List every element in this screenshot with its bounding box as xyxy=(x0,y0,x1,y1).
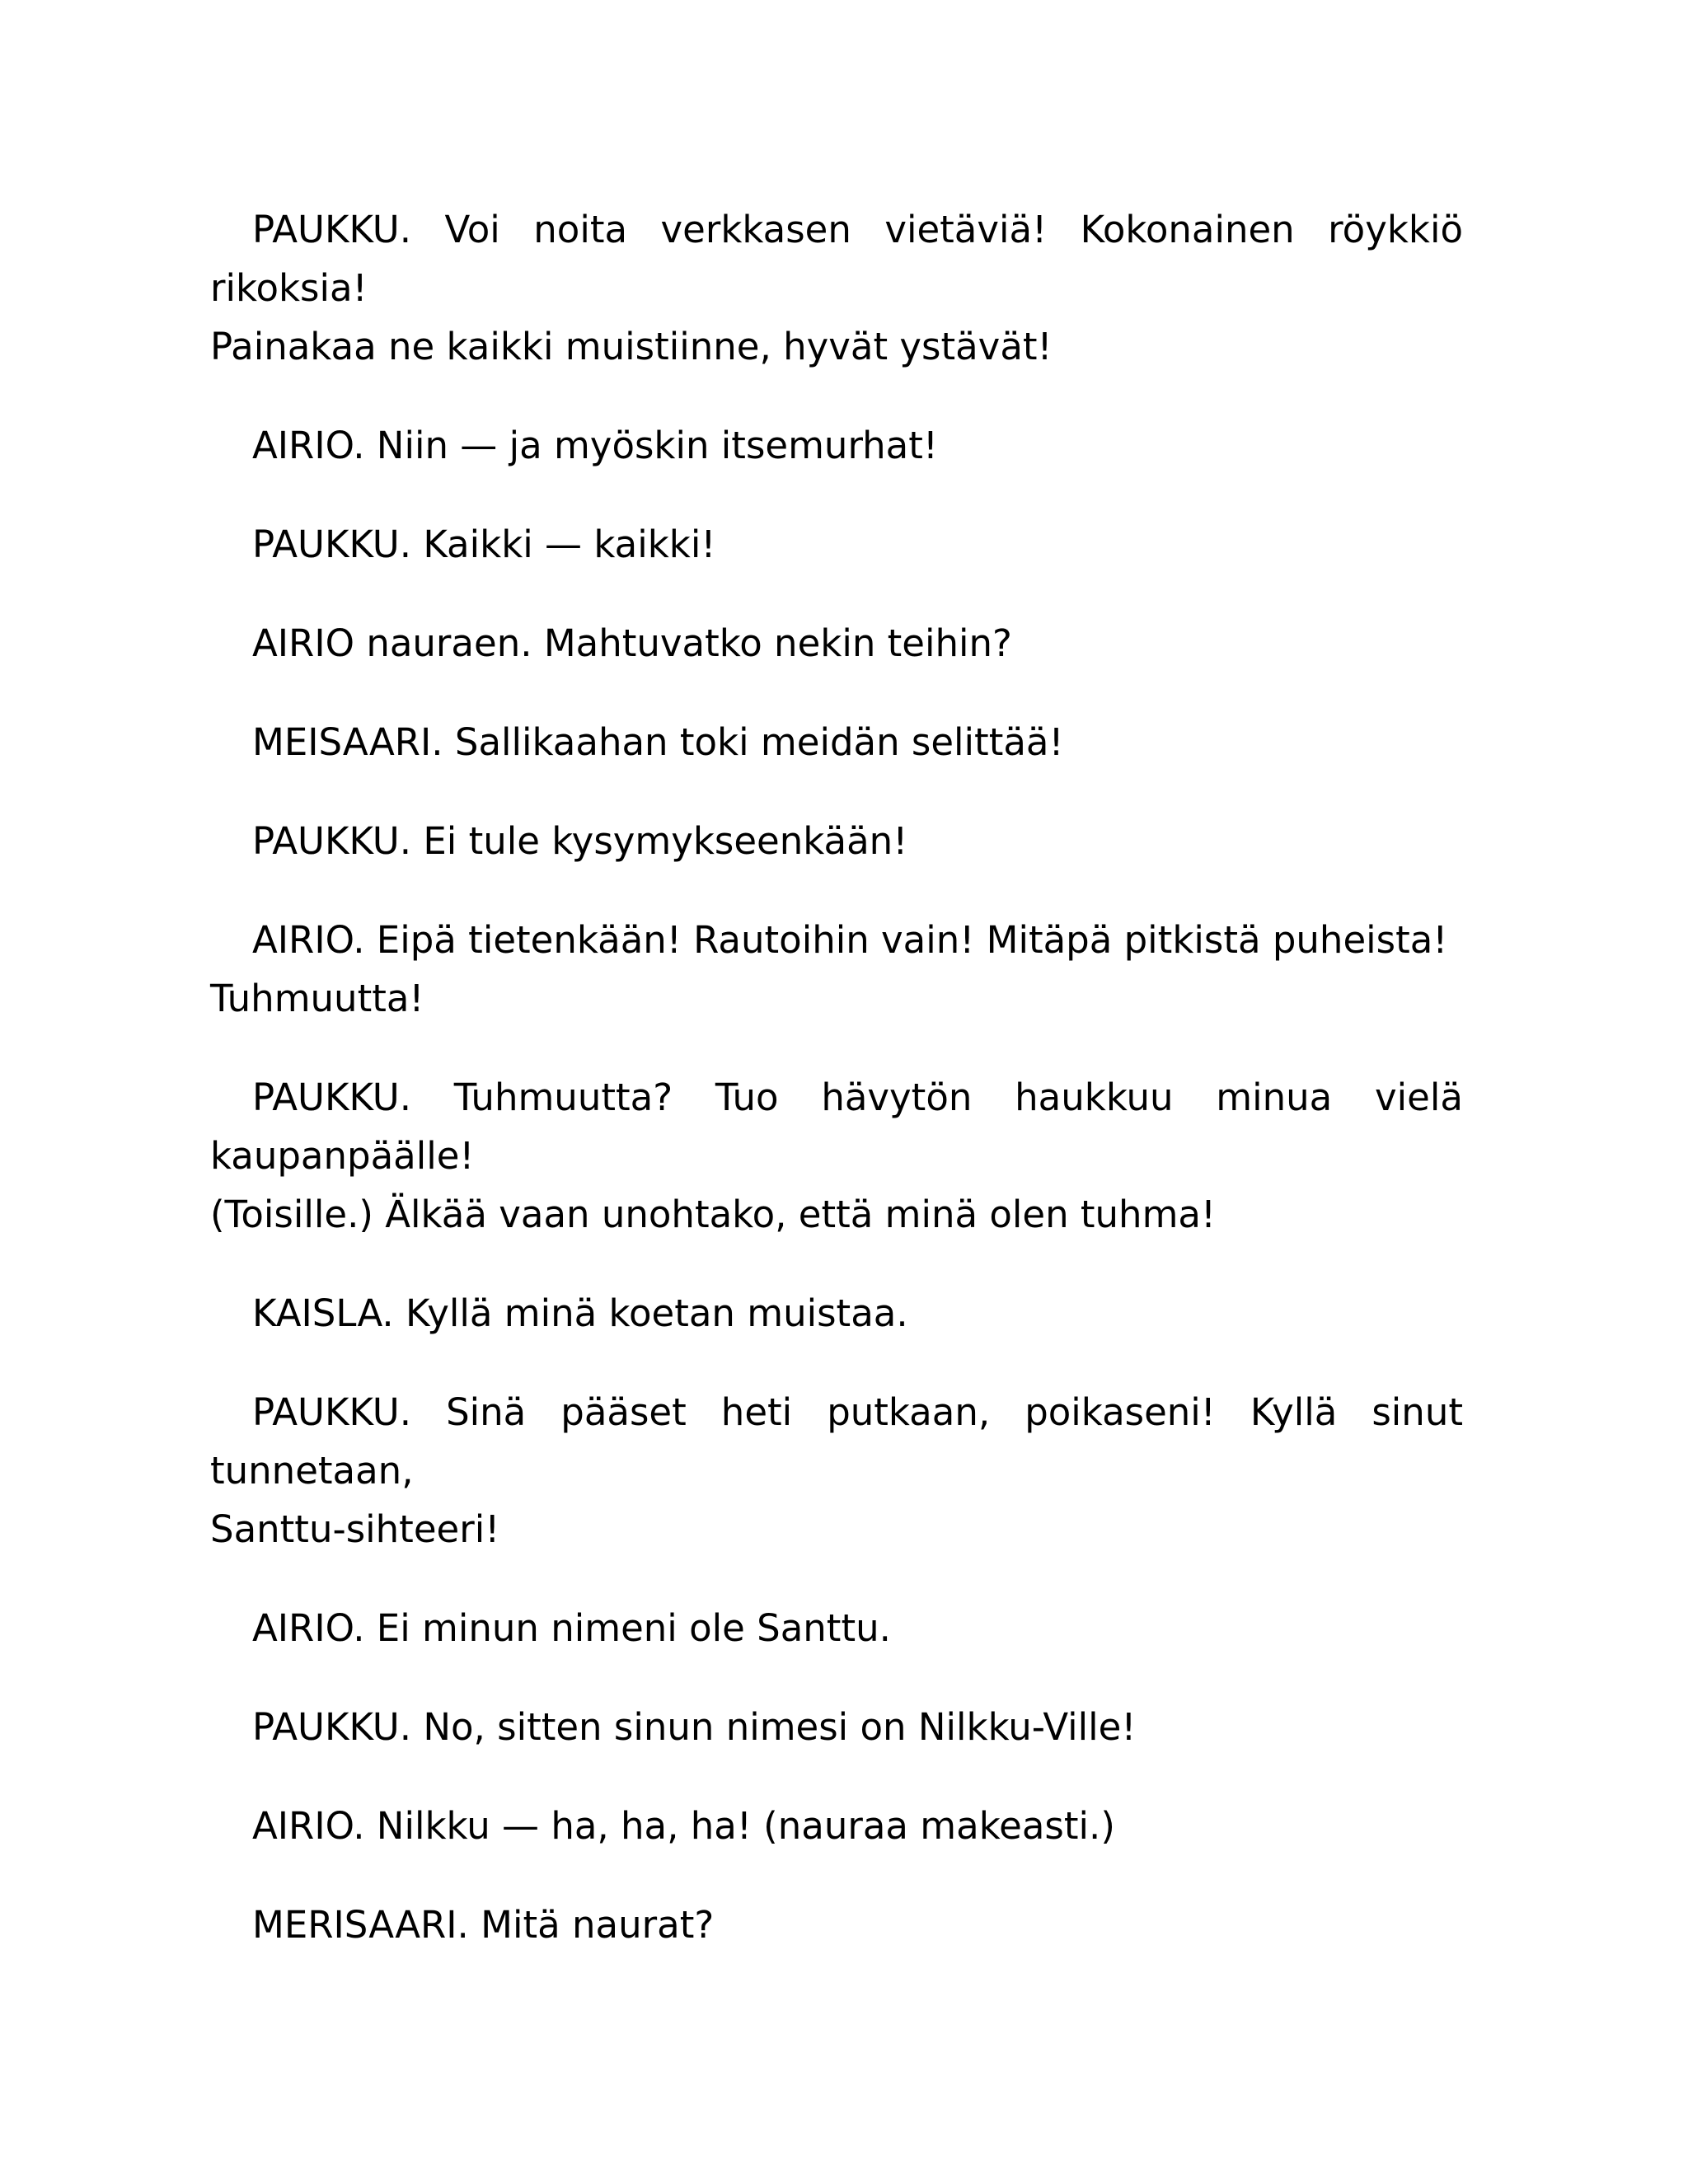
dialogue-paragraph xyxy=(210,1068,1463,1244)
word: sinut xyxy=(1372,1390,1463,1434)
text-line: MEISAARI. Sallikaahan toki meidän selittää! xyxy=(252,720,1064,764)
word: Kokonainen xyxy=(1080,208,1295,251)
text-line: (Toisille.) Älkää vaan unohtako, että minä olen tuhma! xyxy=(210,1193,1217,1236)
word: pääset xyxy=(560,1390,687,1434)
word: putkaan, xyxy=(827,1390,991,1434)
word: Sinä xyxy=(446,1390,527,1434)
justified-line xyxy=(210,200,1463,259)
text-line: PAUKKU. Ei tule kysymykseenkään! xyxy=(252,819,908,863)
word: vietäviä! xyxy=(884,208,1048,251)
text-line: KAISLA. Kyllä minä koetan muistaa. xyxy=(252,1291,908,1335)
word: noita xyxy=(533,208,628,251)
word: minua xyxy=(1216,1076,1333,1119)
dialogue-paragraph xyxy=(210,1284,1463,1343)
text-line: Painakaa ne kaikki muistiinne, hyvät ystävät! xyxy=(210,325,1053,368)
word: PAUKKU. xyxy=(252,1076,412,1119)
word: haukkuu xyxy=(1015,1076,1174,1119)
text-line: rikoksia! xyxy=(210,266,368,310)
word: röykkiö xyxy=(1328,208,1463,251)
dialogue-paragraph xyxy=(210,911,1463,1028)
text-line: PAUKKU. Kaikki — kaikki! xyxy=(252,523,716,566)
word: PAUKKU. xyxy=(252,208,412,251)
word: PAUKKU. xyxy=(252,1390,412,1434)
text-line: AIRIO nauraen. Mahtuvatko nekin teihin? xyxy=(252,621,1012,665)
text-line: Tuhmuutta! xyxy=(210,977,424,1020)
word: vielä xyxy=(1375,1076,1463,1119)
text-line: AIRIO. Ei minun nimeni ole Santtu. xyxy=(252,1606,891,1650)
dialogue-paragraph xyxy=(210,812,1463,870)
dialogue-paragraph xyxy=(210,713,1463,771)
text-line: AIRIO. Eipä tietenkään! Rautoihin vain! Mitäpä pitkistä puheista! xyxy=(252,918,1448,962)
document-page xyxy=(210,200,1463,1994)
word: Tuo xyxy=(715,1076,779,1119)
dialogue-paragraph xyxy=(210,1383,1463,1558)
dialogue-paragraph xyxy=(210,1896,1463,1954)
dialogue-paragraph xyxy=(210,614,1463,673)
text-line: kaupanpäälle! xyxy=(210,1134,475,1178)
dialogue-paragraph xyxy=(210,1599,1463,1657)
dialogue-paragraph xyxy=(210,200,1463,376)
text-line: PAUKKU. No, sitten sinun nimesi on Nilkku-Ville! xyxy=(252,1705,1137,1749)
dialogue-paragraph xyxy=(210,416,1463,475)
justified-line xyxy=(210,1068,1463,1127)
word: poikaseni! xyxy=(1025,1390,1216,1434)
dialogue-paragraph xyxy=(210,515,1463,574)
text-line: Santtu-sihteeri! xyxy=(210,1507,500,1551)
text-line: MERISAARI. Mitä naurat? xyxy=(252,1903,715,1947)
word: Voi xyxy=(444,208,500,251)
word: hävytön xyxy=(821,1076,973,1119)
text-line: tunnetaan, xyxy=(210,1449,414,1493)
word: heti xyxy=(720,1390,793,1434)
word: Tuhmuutta? xyxy=(453,1076,673,1119)
dialogue-paragraph xyxy=(210,1698,1463,1756)
text-line: AIRIO. Niin — ja myöskin itsemurhat! xyxy=(252,424,938,467)
word: Kyllä xyxy=(1250,1390,1338,1434)
text-line: AIRIO. Nilkku — ha, ha, ha! (nauraa makeasti.) xyxy=(252,1804,1115,1848)
dialogue-paragraph xyxy=(210,1797,1463,1855)
word: verkkasen xyxy=(660,208,851,251)
justified-line xyxy=(210,1383,1463,1441)
